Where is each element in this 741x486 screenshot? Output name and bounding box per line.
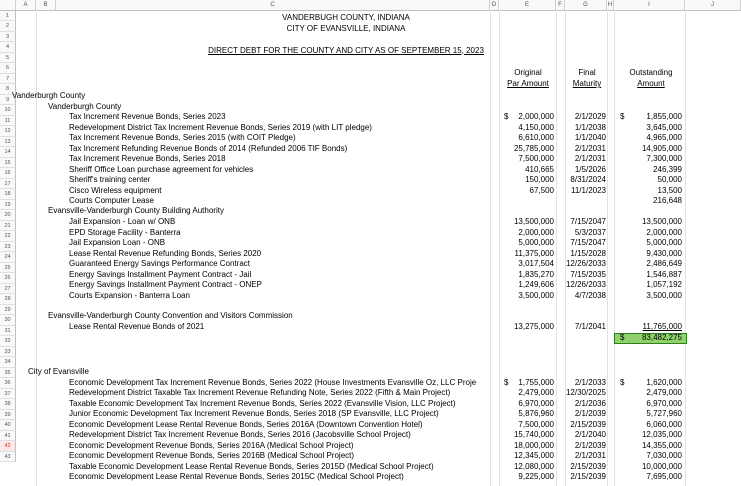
- debt-name[interactable]: Courts Computer Lease: [69, 196, 154, 205]
- table-row: [16, 451, 741, 462]
- row-header-16[interactable]: 16: [0, 168, 16, 179]
- row-header-2[interactable]: 2: [0, 21, 16, 32]
- par-amount[interactable]: 1,835,270: [518, 269, 554, 279]
- final-header[interactable]: Final: [578, 68, 596, 77]
- par-amount[interactable]: 410,665: [525, 164, 554, 174]
- outstanding-amount[interactable]: 12,035,000: [641, 430, 682, 439]
- debt-name[interactable]: Economic Development Lease Rental Revenue Bonds, Series 2016A (Downtown Convention Hotel): [69, 419, 423, 429]
- total-value: 83,482,275: [641, 333, 682, 342]
- par-amount-header[interactable]: Par Amount: [507, 79, 549, 88]
- column-header-e[interactable]: E: [499, 0, 556, 10]
- row-28: [16, 311, 741, 322]
- row-header-33[interactable]: 33: [0, 347, 16, 358]
- row-header-28[interactable]: 28: [0, 294, 16, 305]
- table-row: [16, 112, 741, 123]
- row-header-21[interactable]: 21: [0, 221, 16, 232]
- par-amount[interactable]: 5,000,000: [518, 238, 554, 247]
- row-33: [16, 367, 741, 378]
- table-row: [16, 270, 741, 281]
- final-maturity[interactable]: 2/1/2039: [574, 440, 606, 450]
- section-vanderburgh-county[interactable]: Vanderburgh County: [12, 91, 86, 100]
- outstanding-amount[interactable]: 1,546,887: [646, 269, 682, 279]
- debt-name[interactable]: EPD Storage Facility - Banterra: [69, 227, 181, 237]
- outstanding-amount[interactable]: 2,479,000: [646, 388, 682, 397]
- final-maturity[interactable]: 7/15/2047: [570, 217, 606, 226]
- row-30: [16, 333, 741, 344]
- par-amount[interactable]: 2,000,000: [518, 227, 554, 237]
- table-row: [16, 441, 741, 452]
- par-amount[interactable]: 3,500,000: [518, 290, 554, 300]
- section-convention[interactable]: Evansville-Vanderburgh County Convention and Visitors Commission: [48, 311, 293, 320]
- column-header-g[interactable]: G: [565, 0, 607, 10]
- final-maturity[interactable]: 1/15/2028: [570, 248, 606, 258]
- par-amount[interactable]: [498, 196, 554, 207]
- debt-name[interactable]: Taxable Economic Development Tax Increment Revenue Bonds, Series 2022 (Evansville Vision, LLC Project): [69, 398, 456, 408]
- debt-name[interactable]: Economic Development Revenue Bonds, Series 2016B (Medical School Project): [69, 451, 355, 460]
- row-2: [16, 24, 741, 35]
- row-header-41[interactable]: 41: [0, 431, 16, 442]
- debt-name[interactable]: Sheriff Office Loan purchase agreement for vehicles: [69, 164, 254, 174]
- outstanding-amount[interactable]: 6,060,000: [646, 419, 682, 429]
- outstanding-amount[interactable]: 7,695,000: [646, 472, 682, 481]
- row-header-13[interactable]: 13: [0, 137, 16, 148]
- row-header-24[interactable]: 24: [0, 252, 16, 263]
- row-header-20[interactable]: 20: [0, 210, 16, 221]
- table-row: [16, 123, 741, 134]
- debt-name[interactable]: Jail Expansion - Loan w/ ONB: [69, 217, 176, 226]
- row-header-43[interactable]: 43: [0, 452, 16, 463]
- table-row: [16, 291, 741, 302]
- table-row: [16, 388, 741, 399]
- par-amount[interactable]: 3,017,504: [518, 259, 554, 268]
- final-maturity[interactable]: 7/15/2035: [570, 269, 606, 279]
- debt-name[interactable]: Tax Increment Refunding Revenue Bonds of 2014 (Refunded 2006 TIF Bonds): [69, 143, 348, 153]
- row-header-17[interactable]: 17: [0, 179, 16, 190]
- row-7: [16, 79, 741, 90]
- outstanding-amount[interactable]: 6,970,000: [646, 398, 682, 408]
- column-header-i[interactable]: I: [614, 0, 685, 10]
- outstanding-amount[interactable]: 10,000,000: [641, 461, 682, 471]
- final-maturity[interactable]: 4/7/2038: [574, 290, 606, 300]
- debt-name[interactable]: Lease Rental Revenue Refunding Bonds, Series 2020: [69, 248, 262, 258]
- row-header-29[interactable]: 29: [0, 305, 16, 316]
- table-row: [16, 186, 741, 197]
- debt-name[interactable]: Sheriff's training center: [69, 175, 151, 184]
- row-header-39[interactable]: 39: [0, 410, 16, 421]
- final-maturity[interactable]: 2/1/2031: [574, 154, 606, 163]
- table-row: [16, 144, 741, 155]
- row-header-11[interactable]: 11: [0, 116, 16, 127]
- final-maturity[interactable]: 12/26/2033: [565, 259, 606, 268]
- outstanding-header[interactable]: Outstanding: [629, 68, 673, 77]
- debt-name[interactable]: Economic Development Tax Increment Revenue Bonds, Series 2022 (House Investments Evansville Oz, LLC Proje: [69, 377, 477, 387]
- outstanding-amount[interactable]: 5,000,000: [646, 238, 682, 247]
- table-row: [16, 196, 741, 207]
- par-amount[interactable]: 150,000: [525, 175, 554, 184]
- table-row: [16, 409, 741, 420]
- final-maturity[interactable]: 12/30/2025: [565, 388, 606, 397]
- column-header-j[interactable]: J: [685, 0, 741, 10]
- row-header-30[interactable]: 30: [0, 315, 16, 326]
- row-header-40[interactable]: 40: [0, 420, 16, 431]
- row-header-4[interactable]: 4: [0, 42, 16, 53]
- row-header-10[interactable]: 10: [0, 105, 16, 116]
- row-header-23[interactable]: 23: [0, 242, 16, 253]
- outstanding-amount[interactable]: 2,486,649: [646, 259, 682, 268]
- debt-name[interactable]: Guaranteed Energy Savings Performance Contract: [69, 259, 250, 268]
- outstanding-amount[interactable]: 50,000: [657, 175, 682, 184]
- row-header-5[interactable]: 5: [0, 53, 16, 64]
- row-header-38[interactable]: 38: [0, 399, 16, 410]
- final-maturity[interactable]: 2/1/2036: [574, 398, 606, 408]
- table-row: [16, 462, 741, 473]
- table-row: [16, 133, 741, 144]
- final-maturity[interactable]: 8/31/2024: [570, 175, 606, 184]
- column-header-b[interactable]: B: [36, 0, 56, 10]
- row-6: [16, 68, 741, 79]
- par-amount[interactable]: 12,345,000: [513, 451, 554, 460]
- par-amount[interactable]: 25,785,000: [513, 143, 554, 153]
- final-maturity[interactable]: 1/5/2026: [574, 164, 606, 174]
- table-row: [16, 175, 741, 186]
- final-maturity[interactable]: 2/15/2039: [570, 472, 606, 481]
- row-header-37[interactable]: 37: [0, 389, 16, 400]
- par-amount[interactable]: 6,610,000: [518, 133, 554, 142]
- debt-name[interactable]: Redevelopment District Tax Increment Revenue Bonds, Series 2016 (Jacobsville School Project): [69, 430, 411, 439]
- debt-name[interactable]: Tax Increment Revenue Bonds, Series 2018: [69, 154, 226, 163]
- final-maturity[interactable]: 2/1/2031: [574, 451, 606, 460]
- report-title[interactable]: DIRECT DEBT FOR THE COUNTY AND CITY AS OF SEPTEMBER 15, 2023: [208, 45, 484, 55]
- outstanding-amount[interactable]: 7,300,000: [646, 154, 682, 163]
- par-amount[interactable]: 1,249,606: [518, 280, 554, 289]
- par-amount[interactable]: 7,500,000: [518, 154, 554, 163]
- table-row: [16, 399, 741, 410]
- column-header-a[interactable]: A: [16, 0, 36, 10]
- row-19: [16, 206, 741, 217]
- debt-name[interactable]: Economic Development Revenue Bonds, Series 2016A (Medical School Project): [69, 440, 354, 450]
- row-header-14[interactable]: 14: [0, 147, 16, 158]
- outstanding-amount[interactable]: 216,648: [653, 196, 682, 205]
- debt-name[interactable]: Economic Development Lease Rental Revenue Bonds, Series 2015C (Medical School Project): [69, 472, 404, 481]
- row-header-1[interactable]: 1: [0, 11, 16, 22]
- outstanding-amount[interactable]: 14,355,000: [641, 440, 682, 450]
- column-header-h[interactable]: H: [607, 2, 613, 8]
- final-maturity[interactable]: 2/1/2031: [574, 143, 606, 153]
- par-amount[interactable]: 13,500,000: [513, 217, 554, 226]
- final-maturity[interactable]: 7/15/2047: [570, 238, 606, 247]
- row-header-15[interactable]: 15: [0, 158, 16, 169]
- final-maturity[interactable]: 2/15/2039: [570, 461, 606, 471]
- outstanding-amount[interactable]: 3,500,000: [646, 290, 682, 300]
- par-amount[interactable]: 2,000,000: [518, 112, 554, 121]
- outstanding-amount[interactable]: 14,905,000: [641, 143, 682, 153]
- row-header-7[interactable]: 7: [0, 74, 16, 85]
- table-row: [16, 165, 741, 176]
- par-amount[interactable]: 12,080,000: [513, 461, 554, 471]
- row-header-31[interactable]: 31: [0, 326, 16, 337]
- row-4: [16, 46, 741, 57]
- outstanding-amount[interactable]: 4,965,000: [646, 133, 682, 142]
- outstanding-amount[interactable]: 1,620,000: [646, 377, 682, 387]
- row-8: [12, 91, 741, 102]
- outstanding-amount[interactable]: 1,855,000: [646, 112, 682, 121]
- final-maturity[interactable]: 1/1/2040: [574, 133, 606, 142]
- table-row: [16, 228, 741, 239]
- row-header-34[interactable]: 34: [0, 357, 16, 368]
- row-header-26[interactable]: 26: [0, 273, 16, 284]
- row-header-36[interactable]: 36: [0, 378, 16, 389]
- outstanding-currency[interactable]: $: [620, 112, 625, 121]
- row-1: [16, 13, 741, 24]
- column-header-f[interactable]: F: [556, 0, 565, 10]
- row-9: [16, 102, 741, 113]
- outstanding-amount[interactable]: 2,000,000: [646, 227, 682, 237]
- outstanding-amount[interactable]: 1,057,192: [646, 280, 682, 289]
- final-maturity[interactable]: 2/1/2033: [574, 377, 606, 387]
- outstanding-amount[interactable]: 9,430,000: [646, 248, 682, 258]
- original-header[interactable]: Original: [514, 68, 542, 77]
- row-header-18[interactable]: 18: [0, 189, 16, 200]
- debt-name[interactable]: Tax Increment Revenue Bonds, Series 2015 (with COIT Pledge): [69, 133, 296, 142]
- debt-name[interactable]: Tax Increment Revenue Bonds, Series 2023: [69, 112, 226, 121]
- outstanding-currency[interactable]: $: [620, 377, 625, 387]
- row-header-6[interactable]: 6: [0, 63, 16, 74]
- row-header-35[interactable]: 35: [0, 368, 16, 379]
- par-amount[interactable]: 11,375,000: [514, 248, 554, 258]
- par-amount[interactable]: 13,275,000: [513, 322, 554, 331]
- row-header-27[interactable]: 27: [0, 284, 16, 295]
- table-row: [16, 249, 741, 260]
- final-maturity[interactable]: 5/3/2037: [574, 227, 606, 237]
- outstanding-amount[interactable]: 13,500,000: [641, 217, 682, 226]
- amount-header[interactable]: Amount: [637, 79, 665, 88]
- par-currency[interactable]: $: [504, 112, 509, 121]
- final-maturity[interactable]: 12/26/2033: [565, 280, 606, 289]
- row-header-19[interactable]: 19: [0, 200, 16, 211]
- debt-name[interactable]: Junior Economic Development Tax Increment Revenue Bonds, Series 2018 (SP Evansville, LLC Project): [69, 409, 439, 418]
- debt-name[interactable]: Jail Expansion Loan - ONB: [69, 238, 166, 247]
- debt-name[interactable]: Cisco Wireless equipment: [69, 185, 162, 195]
- row-header-12[interactable]: 12: [0, 126, 16, 137]
- outstanding-amount[interactable]: 13,500: [657, 185, 682, 195]
- table-row: [16, 238, 741, 249]
- maturity-header[interactable]: Maturity: [572, 79, 602, 88]
- debt-name[interactable]: Redevelopment District Taxable Tax Increment Revenue Refunding Note, Series 2022 (Fifth & Main Project): [69, 388, 451, 397]
- outstanding-amount[interactable]: 5,727,960: [646, 409, 682, 418]
- city-title[interactable]: CITY OF EVANSVILLE, INDIANA: [286, 23, 406, 33]
- row-header-25[interactable]: 25: [0, 263, 16, 274]
- par-currency[interactable]: $: [504, 377, 509, 387]
- par-amount[interactable]: 7,500,000: [518, 419, 554, 429]
- column-header-d[interactable]: D: [490, 0, 499, 10]
- debt-name[interactable]: Courts Expansion - Banterra Loan: [69, 290, 190, 300]
- row-header-9[interactable]: 9: [0, 95, 16, 106]
- par-amount[interactable]: 6,970,000: [518, 398, 554, 408]
- par-amount[interactable]: 18,000,000: [513, 440, 554, 450]
- debt-name[interactable]: Energy Savings Installment Payment Contract - ONEP: [69, 280, 262, 289]
- par-amount[interactable]: 9,225,000: [518, 472, 554, 481]
- outstanding-amount[interactable]: 7,030,000: [646, 451, 682, 460]
- par-amount[interactable]: 2,479,000: [518, 388, 554, 397]
- row-header-42[interactable]: 42: [0, 441, 16, 452]
- final-maturity[interactable]: [564, 196, 606, 207]
- outstanding-amount[interactable]: 246,399: [653, 164, 682, 174]
- final-maturity[interactable]: 2/1/2040: [574, 430, 606, 439]
- table-row: [16, 430, 741, 441]
- outstanding-amount[interactable]: 3,645,000: [646, 122, 682, 132]
- par-amount[interactable]: 15,740,000: [513, 430, 554, 439]
- outstanding-amount[interactable]: 11,765,000: [642, 322, 682, 331]
- par-amount[interactable]: 4,150,000: [518, 122, 554, 132]
- debt-name[interactable]: Taxable Economic Development Lease Rental Revenue Bonds, Series 2015D (Medical School Project): [69, 461, 434, 471]
- par-amount[interactable]: 1,755,000: [518, 377, 554, 387]
- debt-name[interactable]: Redevelopment District Tax Increment Revenue Bonds, Series 2019 (with LIT pledge): [69, 122, 372, 132]
- par-amount[interactable]: 5,876,960: [518, 409, 554, 418]
- column-header-c[interactable]: C: [56, 0, 490, 10]
- column-header-corner[interactable]: [0, 0, 16, 10]
- final-maturity[interactable]: 1/1/2038: [574, 122, 606, 132]
- total-currency: $: [620, 333, 625, 342]
- final-maturity[interactable]: 2/1/2039: [574, 409, 606, 418]
- row-header-32[interactable]: 32: [0, 336, 16, 347]
- table-row: [16, 378, 741, 389]
- final-maturity[interactable]: 7/1/2041: [574, 322, 606, 331]
- table-row: [16, 259, 741, 270]
- row-header-8[interactable]: 8: [0, 84, 16, 95]
- row-header-3[interactable]: 3: [0, 32, 16, 43]
- debt-name[interactable]: Energy Savings Installment Payment Contract - Jail: [69, 269, 252, 279]
- final-maturity[interactable]: 2/15/2039: [570, 419, 606, 429]
- final-maturity[interactable]: 11/1/2023: [571, 185, 606, 195]
- debt-name[interactable]: Lease Rental Revenue Bonds of 2021: [69, 322, 205, 331]
- table-row: [16, 154, 741, 165]
- section-building-authority[interactable]: Evansville-Vanderburgh County Building Authority: [48, 206, 224, 215]
- subsection-vanderburgh-county[interactable]: Vanderburgh County: [48, 101, 122, 111]
- county-title[interactable]: VANDERBUGH COUNTY, INDIANA: [282, 13, 410, 22]
- table-row: [16, 420, 741, 431]
- table-row: [16, 322, 741, 333]
- section-city[interactable]: City of Evansville: [28, 367, 89, 376]
- final-maturity[interactable]: 2/1/2029: [574, 112, 606, 121]
- par-amount[interactable]: 67,500: [529, 185, 554, 195]
- table-row: [16, 472, 741, 483]
- table-row: [16, 217, 741, 228]
- column-header-bar: [0, 0, 741, 11]
- row-header-22[interactable]: 22: [0, 231, 16, 242]
- table-row: [16, 280, 741, 291]
